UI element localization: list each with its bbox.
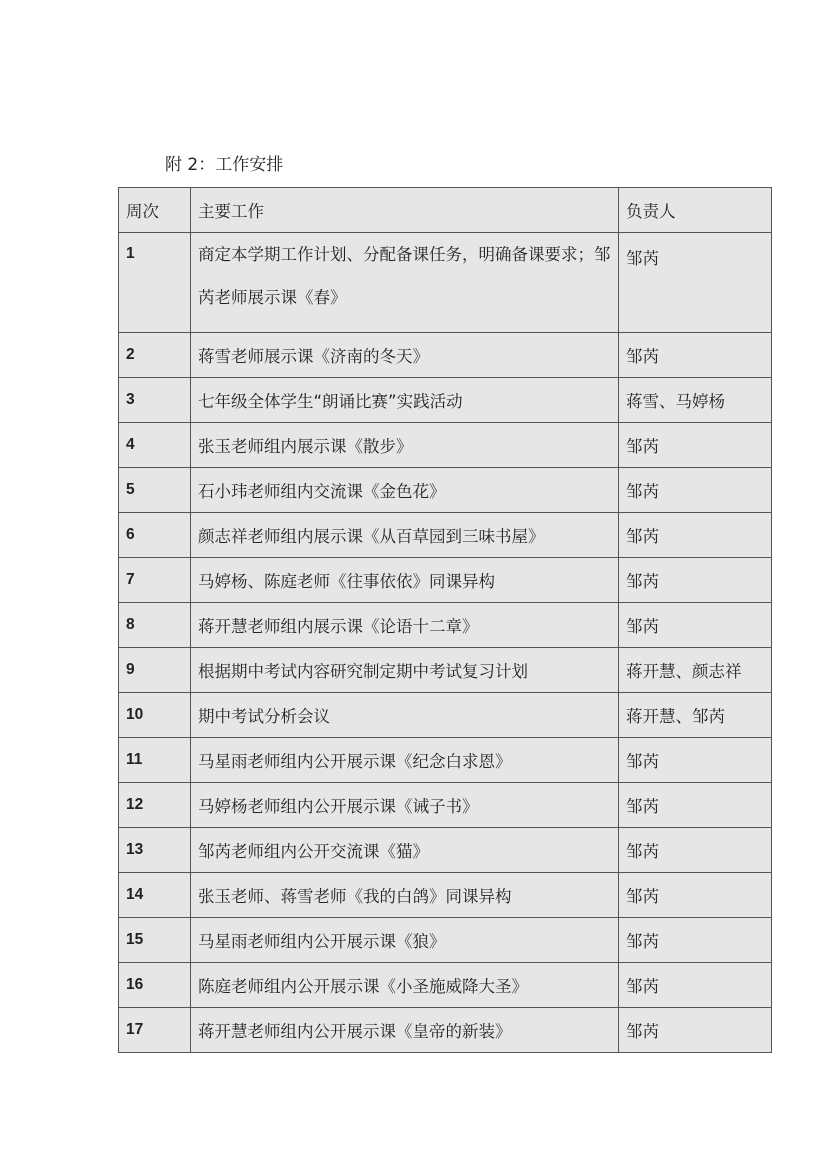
- week-cell: 5: [119, 468, 191, 513]
- owner-cell: 邹芮: [619, 1008, 772, 1053]
- table-row: [119, 738, 772, 783]
- owner-cell: 邹芮: [619, 558, 772, 603]
- header-owner: 负责人: [619, 188, 772, 233]
- owner-cell: 邹芮: [619, 738, 772, 783]
- owner-cell: 邹芮: [619, 423, 772, 468]
- table-row: [119, 558, 772, 603]
- work-cell: 期中考试分析会议: [191, 693, 619, 738]
- header-week: 周次: [119, 188, 191, 233]
- table-row: [119, 378, 772, 423]
- work-cell: 蒋雪老师展示课《济南的冬天》: [191, 333, 619, 378]
- work-cell: 商定本学期工作计划、分配备课任务，明确备课要求；邹芮老师展示课《春》: [191, 233, 619, 333]
- week-cell: 2: [119, 333, 191, 378]
- owner-cell: 邹芮: [619, 873, 772, 918]
- table-row: [119, 1008, 772, 1053]
- table-row: [119, 468, 772, 513]
- week-cell: 12: [119, 783, 191, 828]
- owner-cell: 邹芮: [619, 233, 772, 333]
- table-row: [119, 423, 772, 468]
- work-cell: 蒋开慧老师组内公开展示课《皇帝的新装》: [191, 1008, 619, 1053]
- owner-cell: 邹芮: [619, 963, 772, 1008]
- work-cell: 根据期中考试内容研究制定期中考试复习计划: [191, 648, 619, 693]
- week-cell: 11: [119, 738, 191, 783]
- owner-cell: 邹芮: [619, 513, 772, 558]
- owner-cell: 邹芮: [619, 783, 772, 828]
- owner-cell: 邹芮: [619, 828, 772, 873]
- owner-cell: 邹芮: [619, 603, 772, 648]
- table-row: [119, 783, 772, 828]
- work-cell: 马婷杨老师组内公开展示课《诫子书》: [191, 783, 619, 828]
- work-cell: 石小玮老师组内交流课《金色花》: [191, 468, 619, 513]
- week-cell: 10: [119, 693, 191, 738]
- work-cell: 马星雨老师组内公开展示课《狼》: [191, 918, 619, 963]
- week-cell: 13: [119, 828, 191, 873]
- work-cell: 陈庭老师组内公开展示课《小圣施威降大圣》: [191, 963, 619, 1008]
- work-schedule-table: [118, 187, 772, 1053]
- work-cell: 马婷杨、陈庭老师《往事依依》同课异构: [191, 558, 619, 603]
- document-heading: 附 2：工作安排: [165, 155, 284, 175]
- week-cell: 7: [119, 558, 191, 603]
- work-cell: 马星雨老师组内公开展示课《纪念白求恩》: [191, 738, 619, 783]
- owner-cell: 蒋开慧、邹芮: [619, 693, 772, 738]
- work-cell: 张玉老师组内展示课《散步》: [191, 423, 619, 468]
- owner-cell: 蒋开慧、颜志祥: [619, 648, 772, 693]
- table-row: [119, 648, 772, 693]
- week-cell: 6: [119, 513, 191, 558]
- table-row: [119, 233, 772, 333]
- table-row: [119, 963, 772, 1008]
- work-cell: 七年级全体学生“朗诵比赛”实践活动: [191, 378, 619, 423]
- week-cell: 15: [119, 918, 191, 963]
- work-cell: 蒋开慧老师组内展示课《论语十二章》: [191, 603, 619, 648]
- table-row: [119, 828, 772, 873]
- work-cell: 张玉老师、蒋雪老师《我的白鸽》同课异构: [191, 873, 619, 918]
- table-row: [119, 513, 772, 558]
- table-row: [119, 333, 772, 378]
- table-header-row: [119, 188, 772, 233]
- table-row: [119, 603, 772, 648]
- owner-cell: 邹芮: [619, 468, 772, 513]
- week-cell: 16: [119, 963, 191, 1008]
- week-cell: 17: [119, 1008, 191, 1053]
- week-cell: 9: [119, 648, 191, 693]
- week-cell: 1: [119, 233, 191, 333]
- week-cell: 4: [119, 423, 191, 468]
- owner-cell: 蒋雪、马婷杨: [619, 378, 772, 423]
- table-row: [119, 918, 772, 963]
- week-cell: 3: [119, 378, 191, 423]
- work-cell: 颜志祥老师组内展示课《从百草园到三味书屋》: [191, 513, 619, 558]
- week-cell: 8: [119, 603, 191, 648]
- work-cell: 邹芮老师组内公开交流课《猫》: [191, 828, 619, 873]
- owner-cell: 邹芮: [619, 333, 772, 378]
- owner-cell: 邹芮: [619, 918, 772, 963]
- header-main-work: 主要工作: [191, 188, 619, 233]
- table-row: [119, 873, 772, 918]
- table-row: [119, 693, 772, 738]
- week-cell: 14: [119, 873, 191, 918]
